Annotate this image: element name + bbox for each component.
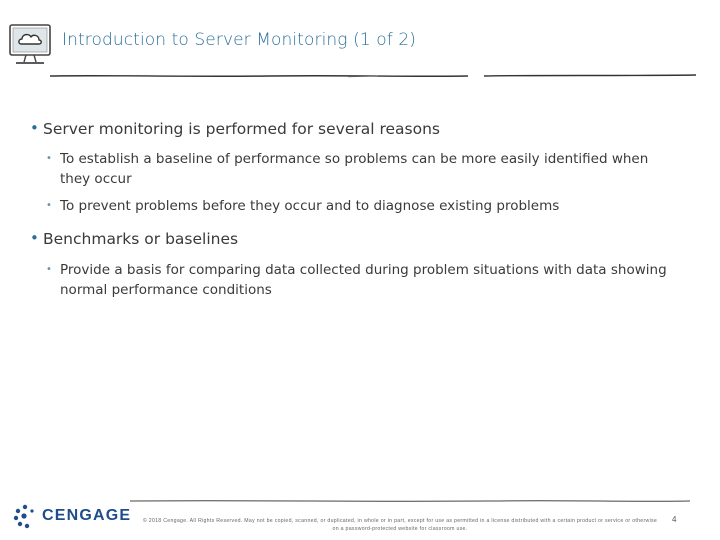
sub-bullet-text: To prevent problems before they occur and to diagnose existing problems <box>60 198 560 215</box>
monitor-cloud-icon <box>6 20 58 72</box>
bullet-dot-icon: • <box>30 229 39 248</box>
cengage-logo <box>12 503 131 529</box>
copyright-notice: © 2018 Cengage. All Rights Reserved. May not be copied, scanned, or duplicated, in whole or in part, except for use as permitted in a license distributed with a certain product or service or otherwise on a password-protected website for classroom use. <box>142 518 658 532</box>
sub-bullet-item <box>30 260 680 300</box>
page-number: 4 <box>672 515 677 524</box>
sub-bullet-item <box>30 196 680 216</box>
bullet-dot-icon: • <box>30 119 39 137</box>
bullet-text: Benchmarks or baselines <box>43 230 239 249</box>
title-underline <box>48 70 698 80</box>
sub-bullet-text: To establish a baseline of performance so problems can be more easily identified when they occur <box>60 151 649 188</box>
footer-rule <box>130 498 690 504</box>
logo-wordmark: CENGAGE <box>42 507 132 524</box>
page-title: Introduction to Server Monitoring (1 of 2) <box>62 30 416 50</box>
bullet-item <box>30 120 680 139</box>
bullet-item <box>30 230 680 249</box>
sub-bullet-dot-icon: • <box>46 153 52 165</box>
sub-bullet-text: Provide a basis for comparing data collected during problem situations with data showing normal performance conditions <box>60 261 667 298</box>
sub-bullet-dot-icon: • <box>46 263 52 275</box>
bullet-text: Server monitoring is performed for several reasons <box>43 120 440 138</box>
cengage-logo-icon <box>12 503 38 529</box>
bullet-list <box>30 120 680 300</box>
sub-bullet-item <box>30 149 680 189</box>
sub-bullet-dot-icon: • <box>46 200 52 212</box>
